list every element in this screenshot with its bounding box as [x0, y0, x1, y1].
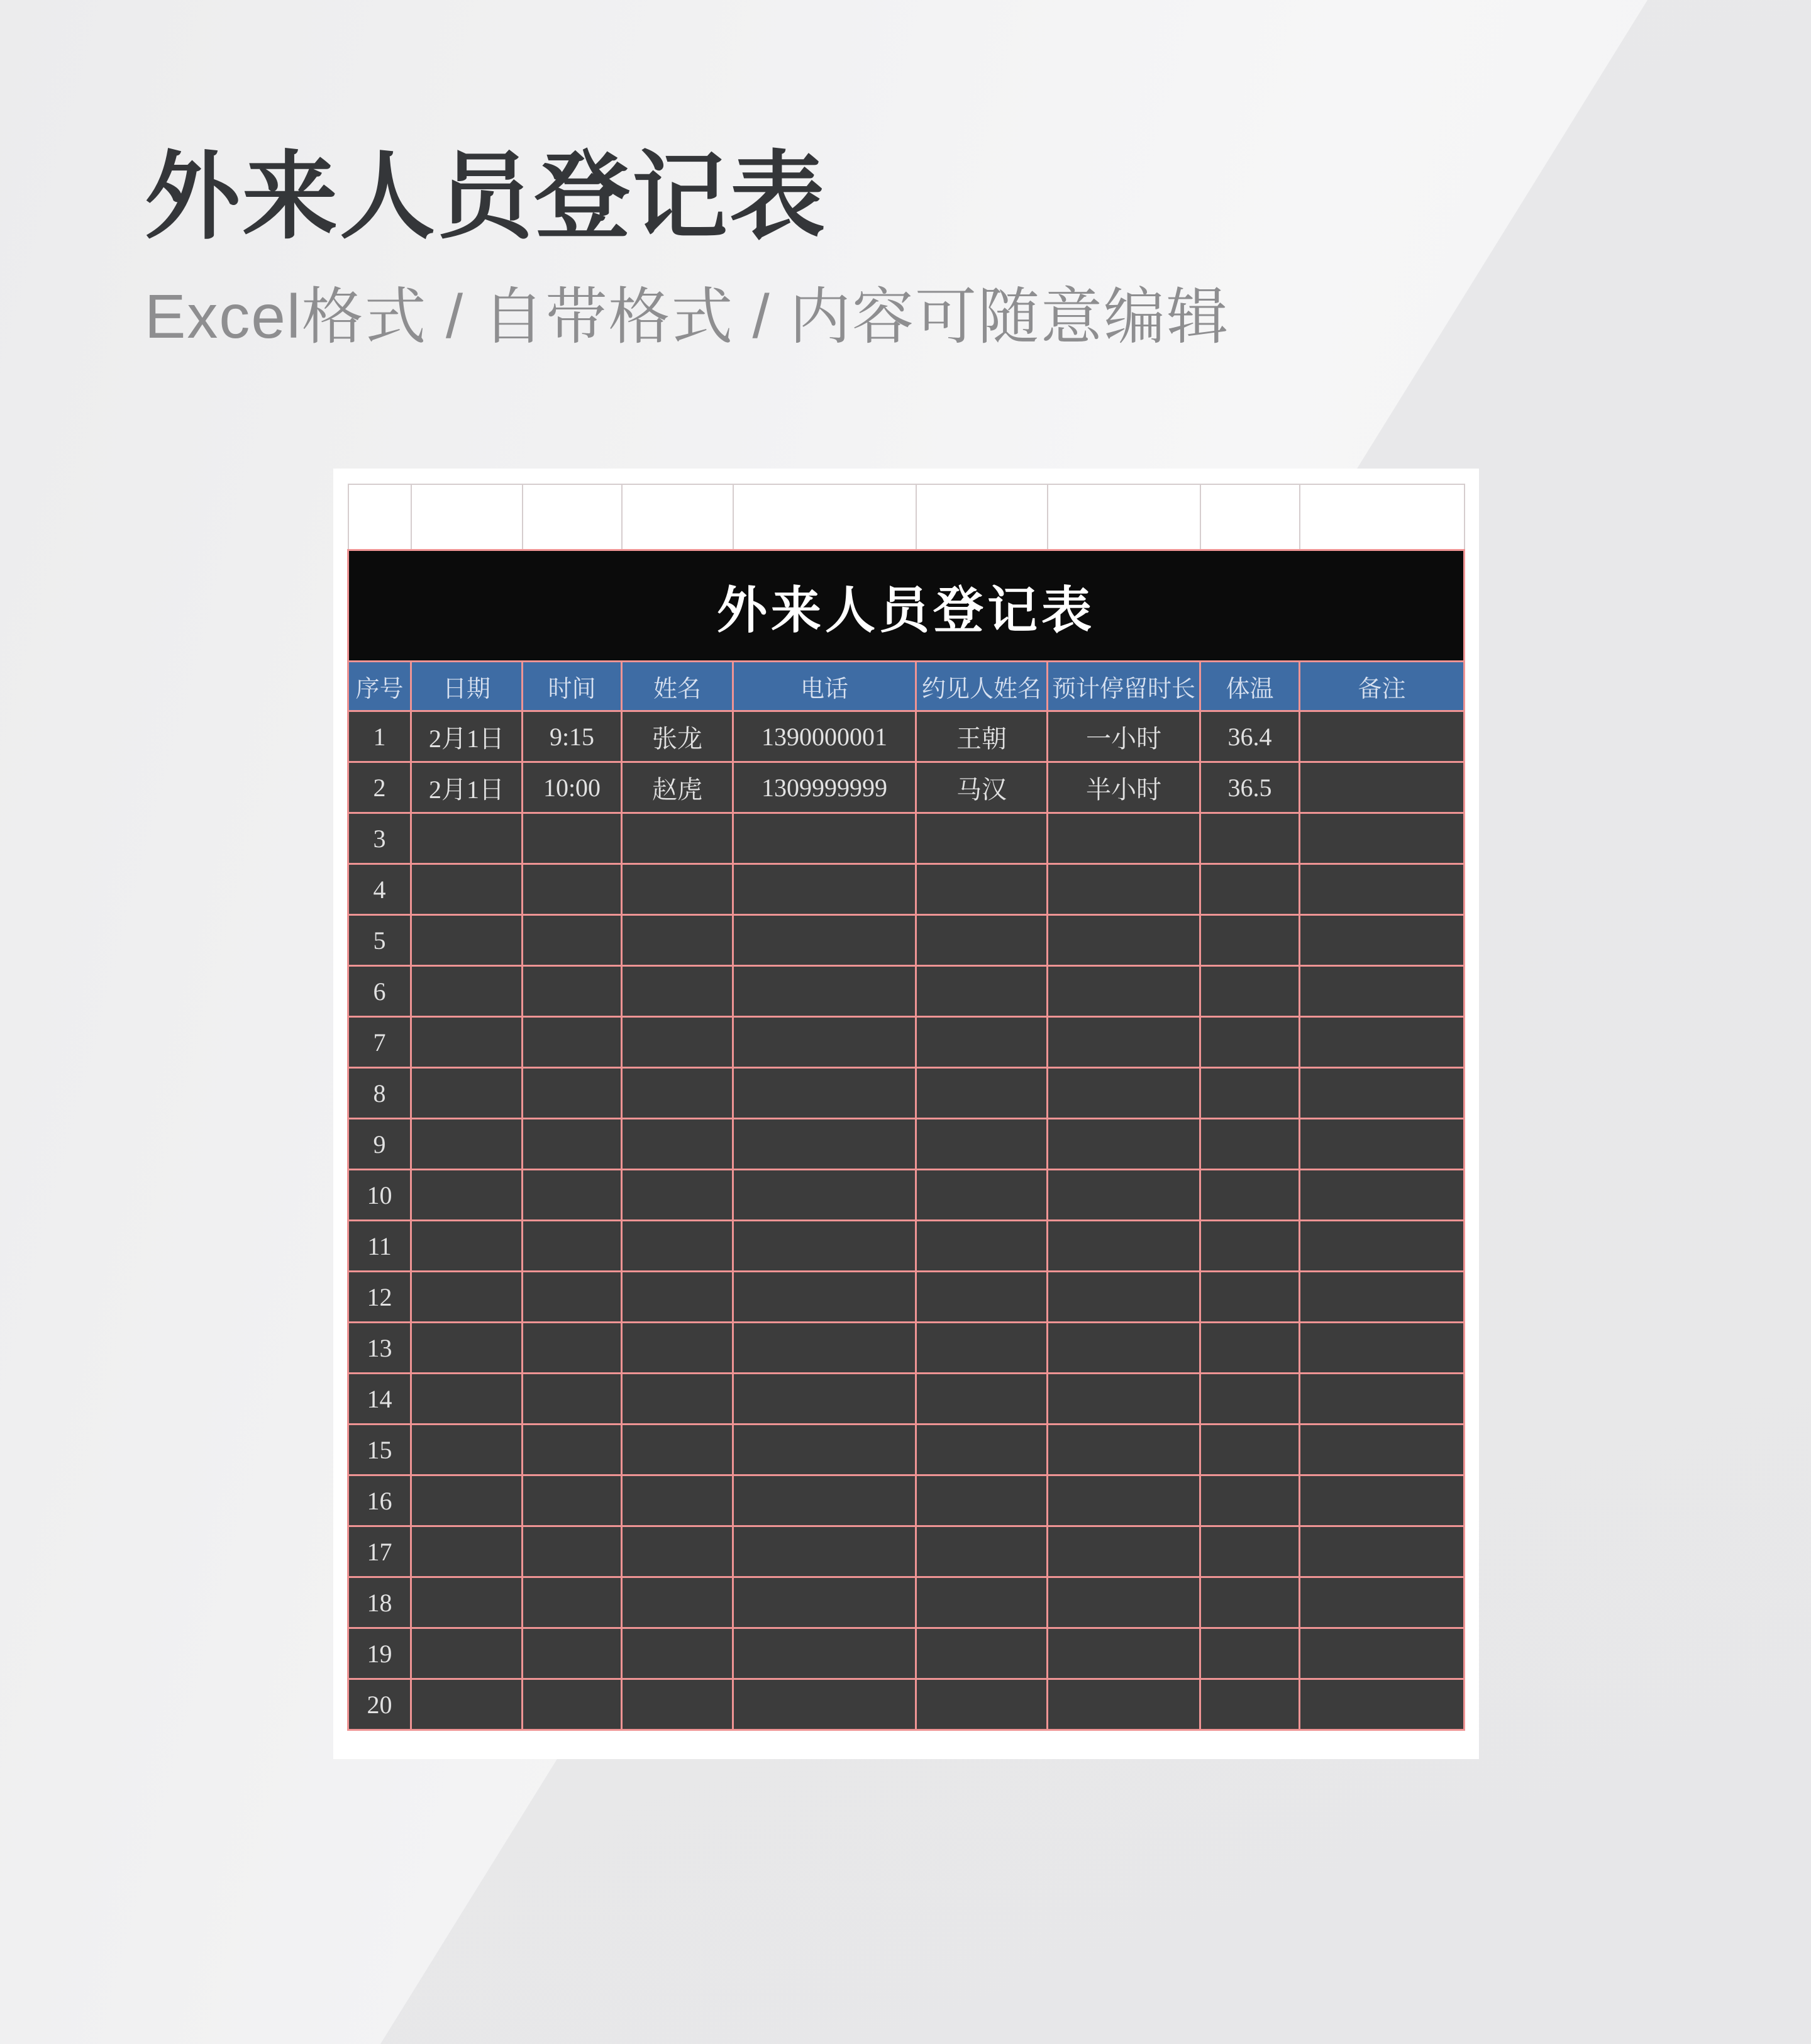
cell [622, 1425, 733, 1475]
cell: 半小时 [1048, 762, 1200, 813]
cell [411, 1374, 523, 1425]
cell [1200, 1068, 1300, 1119]
cell [1300, 966, 1465, 1017]
cell [1300, 711, 1465, 762]
table-header-row [348, 662, 1465, 711]
cell [1048, 1323, 1200, 1374]
cell: 王朝 [916, 711, 1048, 762]
cell: 2月1日 [411, 711, 523, 762]
cell [622, 1017, 733, 1068]
cell [1300, 1374, 1465, 1425]
cell [523, 1374, 622, 1425]
cell [1048, 864, 1200, 915]
cell [733, 1475, 916, 1526]
table-row [348, 1374, 1465, 1425]
cell [523, 1679, 622, 1730]
cell [916, 1425, 1048, 1475]
column-header: 约见人姓名 [916, 662, 1048, 711]
cell: 1390000001 [733, 711, 916, 762]
cell [1048, 1272, 1200, 1323]
empty-cell [348, 484, 411, 550]
cell [916, 1526, 1048, 1577]
cell: 10 [348, 1170, 411, 1221]
cell [1300, 762, 1465, 813]
cell [622, 1679, 733, 1730]
cell: 18 [348, 1577, 411, 1628]
cell [523, 1170, 622, 1221]
cell [916, 915, 1048, 966]
cell [1300, 1323, 1465, 1374]
cell [916, 1170, 1048, 1221]
page-subtitle: Excel格式 / 自带格式 / 内容可随意编辑 [145, 282, 1230, 352]
cell: 15 [348, 1425, 411, 1475]
cell [916, 1628, 1048, 1679]
cell [1200, 1577, 1300, 1628]
cell [733, 1119, 916, 1170]
cell [622, 813, 733, 864]
cell [622, 1170, 733, 1221]
table-title-row [348, 550, 1465, 662]
table-row [348, 1170, 1465, 1221]
empty-cell [916, 484, 1048, 550]
cell [523, 1017, 622, 1068]
cell [1048, 966, 1200, 1017]
page-header [145, 143, 1229, 351]
cell [523, 966, 622, 1017]
column-header: 时间 [523, 662, 622, 711]
empty-cell [1048, 484, 1200, 550]
cell [1048, 1475, 1200, 1526]
cell [1048, 1119, 1200, 1170]
cell [411, 1628, 523, 1679]
cell [1200, 1272, 1300, 1323]
cell [411, 1170, 523, 1221]
cell [733, 1170, 916, 1221]
cell [733, 1374, 916, 1425]
cell: 36.5 [1200, 762, 1300, 813]
cell [1300, 1425, 1465, 1475]
visitor-registration-table [347, 484, 1465, 1731]
cell [733, 1068, 916, 1119]
cell [1300, 1577, 1465, 1628]
cell [523, 1272, 622, 1323]
cell [733, 813, 916, 864]
empty-cell [1200, 484, 1300, 550]
table-row [348, 1323, 1465, 1374]
cell [411, 1425, 523, 1475]
empty-cell [622, 484, 733, 550]
cell [1200, 915, 1300, 966]
cell [622, 1272, 733, 1323]
cell: 13 [348, 1323, 411, 1374]
cell [622, 1577, 733, 1628]
cell [1200, 1679, 1300, 1730]
table-row [348, 813, 1465, 864]
cell [523, 1577, 622, 1628]
cell [411, 966, 523, 1017]
cell [916, 1272, 1048, 1323]
cell [1300, 1272, 1465, 1323]
cell [1300, 1221, 1465, 1272]
cell [1200, 1221, 1300, 1272]
cell [622, 864, 733, 915]
cell [411, 1068, 523, 1119]
cell [411, 1475, 523, 1526]
column-header: 日期 [411, 662, 523, 711]
cell [622, 1628, 733, 1679]
cell [733, 915, 916, 966]
cell: 9:15 [523, 711, 622, 762]
table-row [348, 1119, 1465, 1170]
table-row [348, 1068, 1465, 1119]
cell [916, 1679, 1048, 1730]
cell [411, 813, 523, 864]
cell: 17 [348, 1526, 411, 1577]
cell [1048, 813, 1200, 864]
table-row [348, 762, 1465, 813]
cell: 9 [348, 1119, 411, 1170]
cell [411, 1577, 523, 1628]
cell: 张龙 [622, 711, 733, 762]
cell: 2月1日 [411, 762, 523, 813]
cell [916, 813, 1048, 864]
table-row [348, 1679, 1465, 1730]
cell [733, 1577, 916, 1628]
cell [1200, 1475, 1300, 1526]
cell [1048, 915, 1200, 966]
cell [622, 1475, 733, 1526]
cell: 36.4 [1200, 711, 1300, 762]
cell [411, 1017, 523, 1068]
cell [523, 1221, 622, 1272]
sheet-empty-row [348, 484, 1465, 550]
cell [622, 966, 733, 1017]
cell [523, 1628, 622, 1679]
cell [523, 864, 622, 915]
cell [1300, 813, 1465, 864]
cell [411, 1323, 523, 1374]
cell [1048, 1425, 1200, 1475]
cell [411, 1119, 523, 1170]
cell [733, 1526, 916, 1577]
cell [1048, 1221, 1200, 1272]
table-row [348, 1221, 1465, 1272]
cell [1300, 864, 1465, 915]
cell [1048, 1170, 1200, 1221]
cell: 20 [348, 1679, 411, 1730]
cell [916, 966, 1048, 1017]
cell [733, 966, 916, 1017]
empty-cell [1300, 484, 1465, 550]
cell: 14 [348, 1374, 411, 1425]
cell [1300, 1068, 1465, 1119]
cell [733, 1221, 916, 1272]
cell [916, 1068, 1048, 1119]
cell: 10:00 [523, 762, 622, 813]
cell [1200, 1628, 1300, 1679]
cell: 2 [348, 762, 411, 813]
cell [523, 813, 622, 864]
table-row [348, 1628, 1465, 1679]
empty-cell [523, 484, 622, 550]
cell [622, 1323, 733, 1374]
cell [1300, 1017, 1465, 1068]
cell [1200, 1170, 1300, 1221]
table-row [348, 1526, 1465, 1577]
cell [733, 1679, 916, 1730]
cell [411, 915, 523, 966]
cell [1200, 1374, 1300, 1425]
cell: 马汉 [916, 762, 1048, 813]
cell [916, 864, 1048, 915]
table-title-bar: 外来人员登记表 [348, 550, 1465, 662]
spreadsheet-panel [333, 469, 1479, 1759]
table-row [348, 1475, 1465, 1526]
cell: 赵虎 [622, 762, 733, 813]
cell: 一小时 [1048, 711, 1200, 762]
page-title: 外来人员登记表 [145, 143, 827, 250]
cell [916, 1017, 1048, 1068]
cell: 3 [348, 813, 411, 864]
cell [1200, 1526, 1300, 1577]
cell [733, 864, 916, 915]
cell: 11 [348, 1221, 411, 1272]
cell [411, 1526, 523, 1577]
column-header: 备注 [1300, 662, 1465, 711]
column-header: 姓名 [622, 662, 733, 711]
table-row [348, 1272, 1465, 1323]
column-header: 序号 [348, 662, 411, 711]
cell [916, 1221, 1048, 1272]
cell [1300, 1170, 1465, 1221]
cell [523, 1068, 622, 1119]
cell: 4 [348, 864, 411, 915]
cell [411, 1272, 523, 1323]
cell [523, 1526, 622, 1577]
cell [1300, 1679, 1465, 1730]
cell: 7 [348, 1017, 411, 1068]
cell [411, 1679, 523, 1730]
cell [1300, 1119, 1465, 1170]
cell [1200, 1119, 1300, 1170]
cell [1200, 1323, 1300, 1374]
column-header: 电话 [733, 662, 916, 711]
cell [1300, 1628, 1465, 1679]
cell [622, 1068, 733, 1119]
cell: 1 [348, 711, 411, 762]
table-row [348, 966, 1465, 1017]
cell [1048, 1577, 1200, 1628]
table-row [348, 711, 1465, 762]
table-row [348, 1577, 1465, 1628]
cell: 8 [348, 1068, 411, 1119]
cell [916, 1577, 1048, 1628]
cell [1200, 1425, 1300, 1475]
cell [622, 1526, 733, 1577]
cell [1048, 1526, 1200, 1577]
cell [733, 1272, 916, 1323]
cell: 1309999999 [733, 762, 916, 813]
table-row [348, 915, 1465, 966]
cell [1048, 1017, 1200, 1068]
cell [916, 1323, 1048, 1374]
cell: 16 [348, 1475, 411, 1526]
cell [1200, 1017, 1300, 1068]
cell [411, 864, 523, 915]
cell [1200, 864, 1300, 915]
cell [1300, 1526, 1465, 1577]
cell [1200, 813, 1300, 864]
cell [916, 1374, 1048, 1425]
cell [1048, 1068, 1200, 1119]
cell: 12 [348, 1272, 411, 1323]
cell [733, 1425, 916, 1475]
cell [523, 915, 622, 966]
cell [523, 1119, 622, 1170]
cell [1048, 1679, 1200, 1730]
cell [916, 1475, 1048, 1526]
cell: 6 [348, 966, 411, 1017]
column-header: 体温 [1200, 662, 1300, 711]
empty-cell [411, 484, 523, 550]
cell [733, 1628, 916, 1679]
cell [622, 1374, 733, 1425]
table-row [348, 864, 1465, 915]
empty-cell [733, 484, 916, 550]
cell [1048, 1374, 1200, 1425]
cell [622, 915, 733, 966]
cell [916, 1119, 1048, 1170]
cell: 19 [348, 1628, 411, 1679]
table-row [348, 1017, 1465, 1068]
cell [733, 1323, 916, 1374]
cell [411, 1221, 523, 1272]
cell [733, 1017, 916, 1068]
cell [622, 1119, 733, 1170]
cell [523, 1425, 622, 1475]
cell [523, 1475, 622, 1526]
cell [523, 1323, 622, 1374]
cell [1048, 1628, 1200, 1679]
cell [622, 1221, 733, 1272]
cell [1200, 966, 1300, 1017]
column-header: 预计停留时长 [1048, 662, 1200, 711]
cell [1300, 915, 1465, 966]
table-row [348, 1425, 1465, 1475]
cell: 5 [348, 915, 411, 966]
cell [1300, 1475, 1465, 1526]
